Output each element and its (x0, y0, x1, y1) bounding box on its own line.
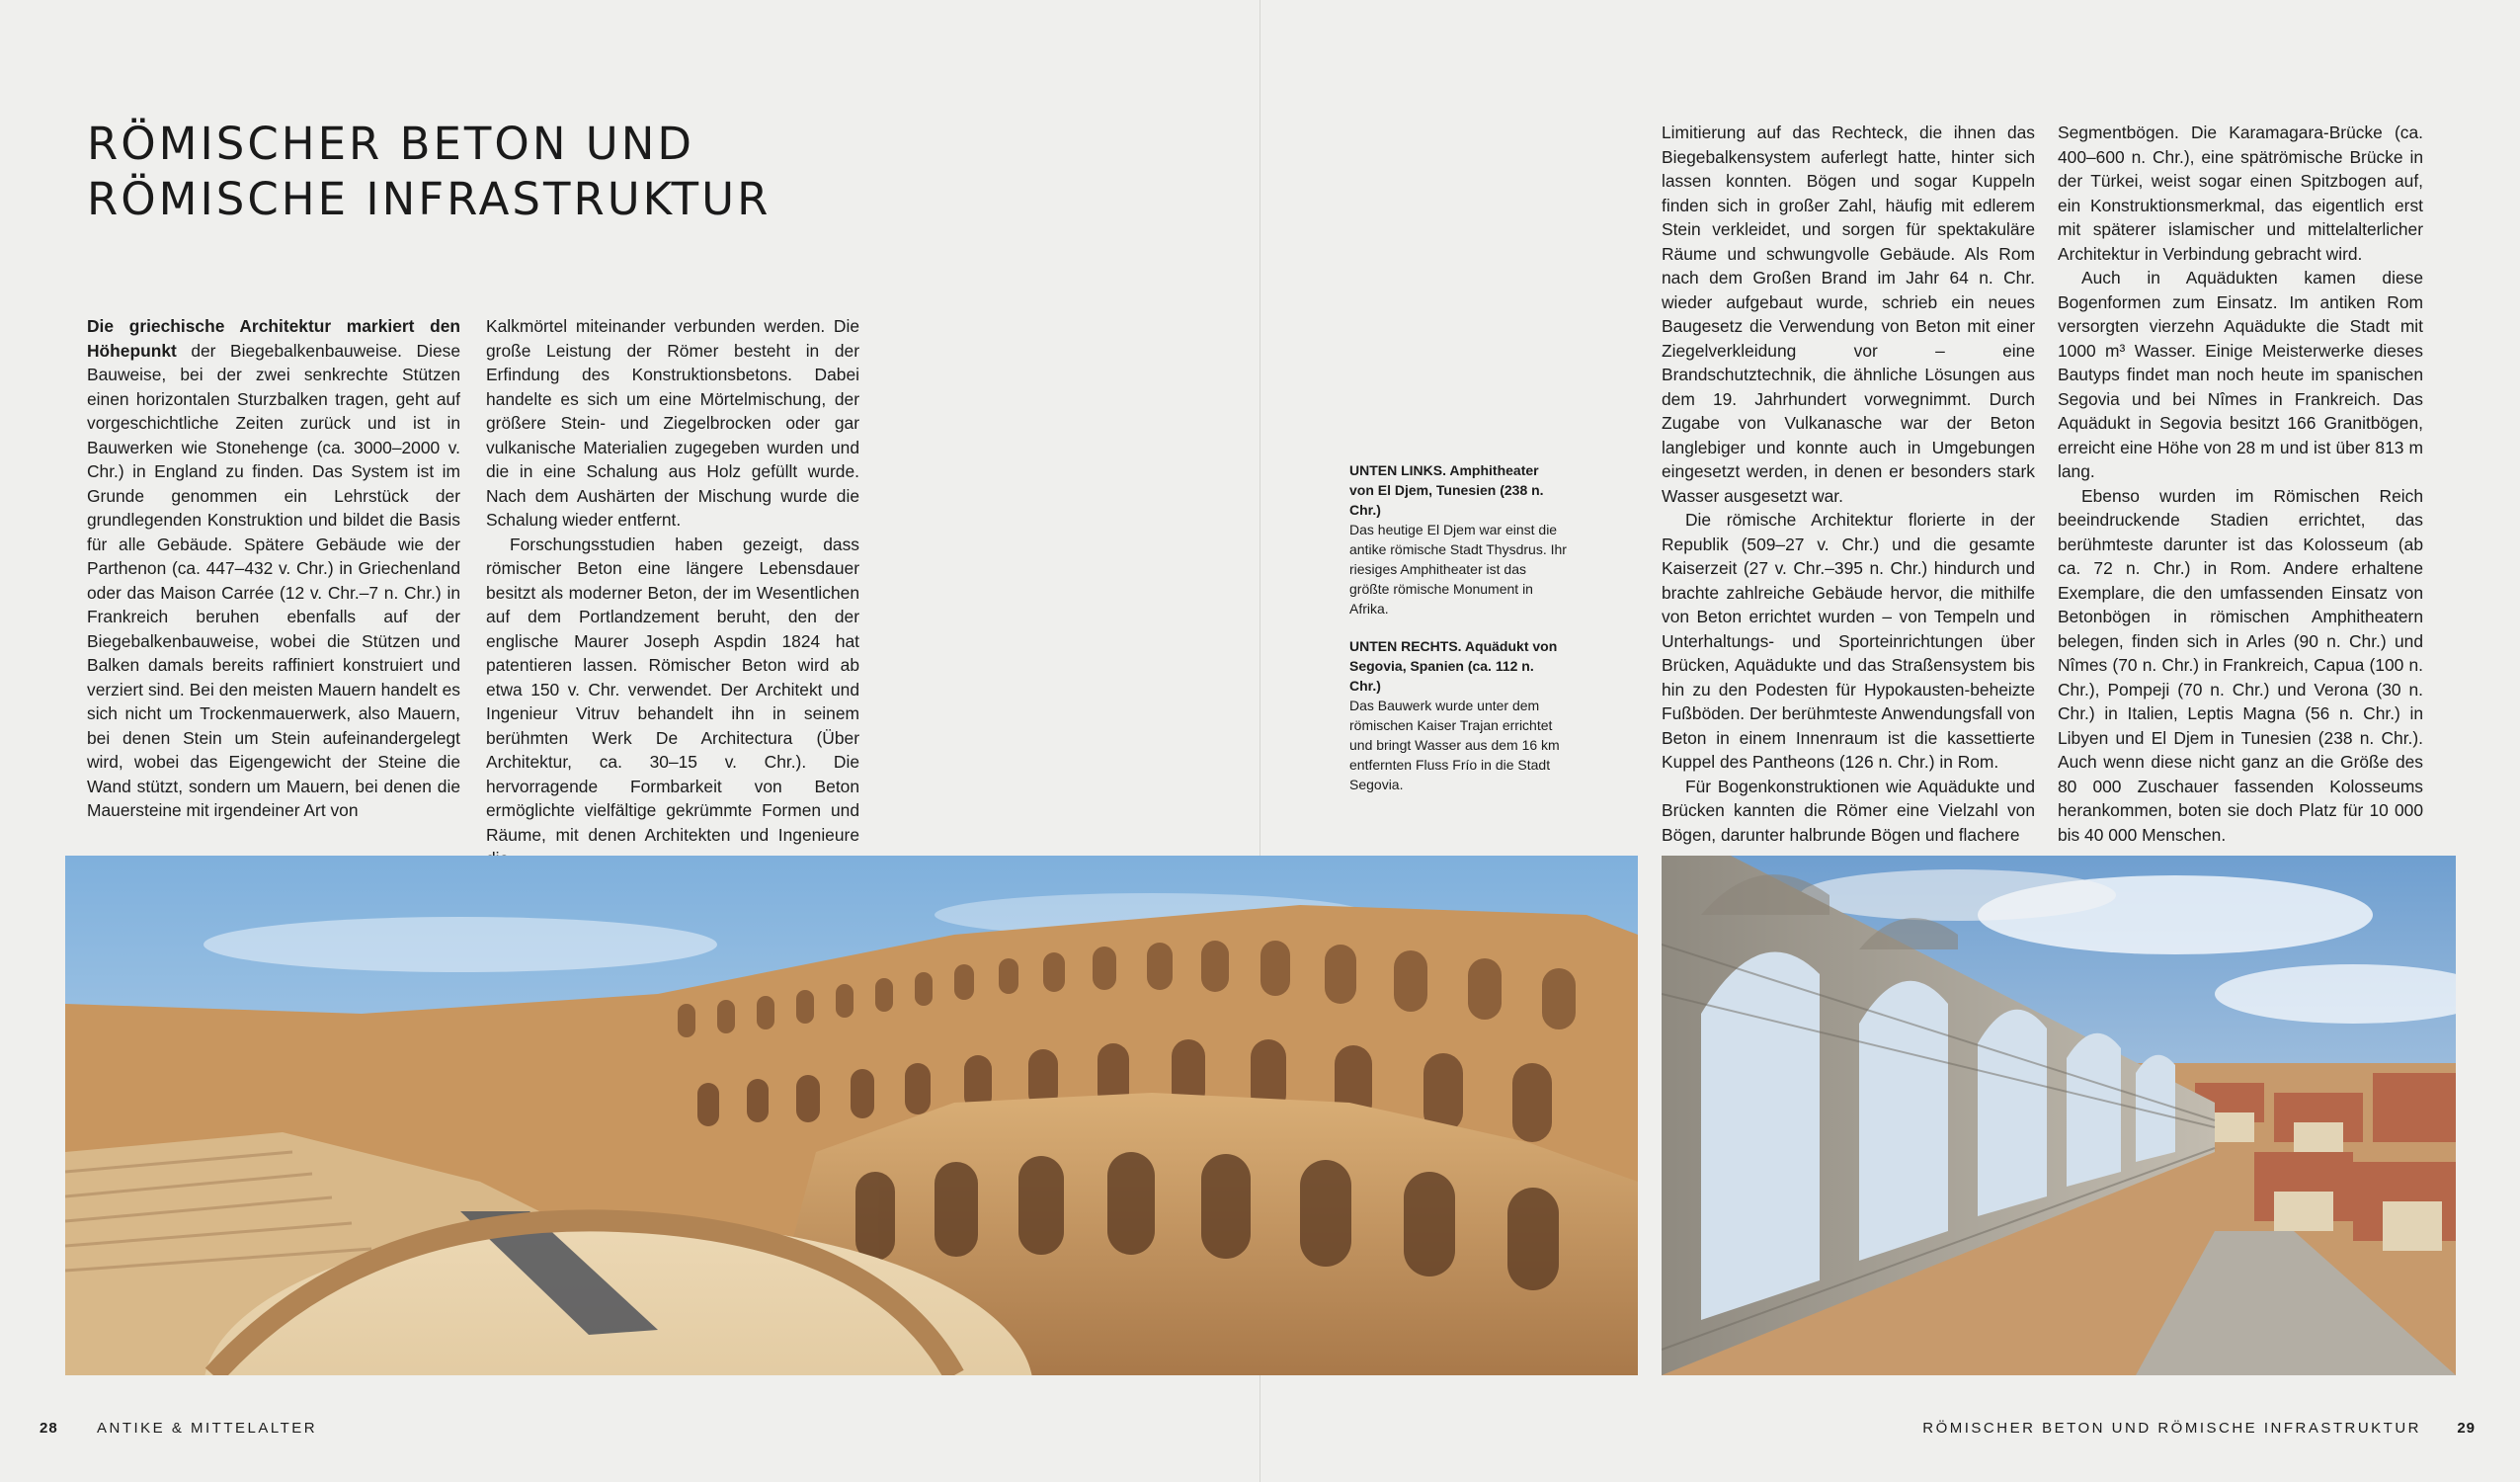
page-number-right: 29 (2457, 1420, 2476, 1437)
paragraph: Für Bogenkonstruktionen wie Aquädukte und Brücken kannten die Römer eine Vielzahl von Bögen, darunter halbrunde Bögen und flachere (1662, 776, 2035, 845)
text-column-2 (486, 314, 859, 871)
paragraph: Kalkmörtel miteinander verbunden werden. Die große Leistung der Römer besteht in der Erfindung des Konstruktionsbetons. Dabei handelte es sich um eine Mörtelmischung, der größere Stein- und Ziegelbrocken oder gar vulkanische Materialien zugegeben wurden und die in eine Schalung aus Holz gefüllt wurde. Nach dem Aushärten der Mischung wurde die Schalung wieder entfernt. (486, 316, 859, 530)
paragraph: Segmentbögen. Die Karamagara-Brücke (ca. 400–600 n. Chr.), eine spätrömische Brücke in der Türkei, weist sogar einen Spitzbogen auf, ein Konstruktionsmerkmal, das eigentlich erst mit späterer islamischer und mittelalterlicher Architektur in Verbindung gebracht wird. (2058, 123, 2423, 264)
caption-heading: UNTEN RECHTS. Aquädukt von Segovia, Spanien (ca. 112 n. Chr.) (1349, 638, 1558, 694)
caption-heading: UNTEN LINKS. Amphitheater von El Djem, Tunesien (238 n. Chr.) (1349, 462, 1544, 518)
lead-in: Die griechische Architektur markiert den Höhepunkt (87, 316, 460, 361)
paragraph: Limitierung auf das Rechteck, die ihnen das Biegebalkensystem auferlegt hatte, hinter sich lassen konnten. Bögen und sogar Kuppeln finden sich in großer Zahl, häufig mit edlerem Stein verkleidet, und sorgen für spektakuläre Räume und schwungvolle Gebäude. Als Rom nach dem Großen Brand im Jahr 64 n. Chr. wieder aufgebaut wurde, schrieb ein neues Baugesetz die Verwendung von Beton mit einer Ziegelverkleidung vor – eine Brandschutztechnik, die ähnliche Lösungen aus dem 19. Jahrhundert vorwegnimmt. Durch Zugabe von Vulkanasche war der Beton langlebiger und konnte auch in Umgebungen eingesetzt werden, in denen er besonders stark Wasser ausgesetzt war. (1662, 123, 2035, 506)
caption-right-photo (1349, 636, 1567, 794)
page-number-left: 28 (40, 1420, 58, 1437)
paragraph-text: der Biegebalkenbauweise. Diese Bauweise, bei der zwei senkrechte Stützen einen horizontalen Sturzbalken tragen, geht auf vorgeschichtliche Zeiten zurück und ist in Bauwerken wie Stonehenge (ca. 3000–2000 v. Chr.) in England zu finden. Das System ist im Grunde genommen ein Lehrstück der grundlegenden Konstruktion und bildet die Basis für alle Gebäude. Spätere Gebäude wie der Parthenon (ca. 447–432 v. Chr.) in Griechenland oder das Maison Carrée (12 v. Chr.–7 n. Chr.) in Frankreich beruhen ebenfalls auf der Biegebalkenbauweise, wobei die Stützen und Balken damals bereits raffiniert konstruiert und verziert sind. Bei den meisten Mauern handelt es sich nicht um Trockenmauerwerk, also Mauern, bei denen Stein um Stein aufeinandergelegt wird, wobei das Eigengewicht der Steine die Wand stützt, sondern um Mauern, bei denen die Mauersteine mit irgendeiner Art von (87, 340, 460, 820)
text-column-3 (1662, 121, 2035, 847)
paragraph: Auch in Aquädukten kamen diese Bogenformen zum Einsatz. Im antiken Rom versorgten vierzehn Aquädukte die Stadt mit 1000 m³ Wasser. Einige Meisterwerke dieses Bautyps findet man noch heute im spanischen Segovia und bei Nîmes in Frankreich. Das Aquädukt in Segovia besitzt 166 Granitbögen, erreicht eine Höhe von 28 m und ist über 813 m lang. (2058, 268, 2423, 481)
caption-body: Das Bauwerk wurde unter dem römischen Kaiser Trajan errichtet und bringt Wasser aus dem 16 km entfernten Fluss Frío in die Stadt Segovia. (1349, 698, 1560, 792)
paragraph (87, 314, 460, 823)
amphitheater-illustration (65, 856, 1638, 1375)
text-column-1 (87, 314, 460, 823)
title-line-1: RÖMISCHER BETON UND (87, 118, 695, 170)
paragraph: Forschungsstudien haben gezeigt, dass römischer Beton eine längere Lebensdauer besitzt als moderner Beton, der im Wesentlichen auf dem Portlandzement beruht, den der englische Maurer Joseph Aspdin 1824 hat patentieren lassen. Römischer Beton wird ab etwa 150 v. Chr. verwendet. Der Architekt und Ingenieur Vitruv behandelt ihn in seinem berühmten Werk De Architectura (Über Architektur, ca. 30–15 v. Chr.). Die hervorragende Formbarkeit von Beton ermöglichte vielfältige gekrümmte Formen und Räume, mit denen Architekten und Ingenieure (486, 534, 859, 845)
aqueduct-illustration (1662, 856, 2456, 1375)
photo-captions (1349, 460, 1567, 812)
caption-body: Das heutige El Djem war einst die antike römische Stadt Thysdrus. Ihr riesiges Amphitheater ist das größte römische Monument in Afrika. (1349, 522, 1567, 617)
title-line-2: RÖMISCHE INFRASTRUKTUR (87, 173, 772, 225)
text-column-4 (2058, 121, 2423, 847)
paragraph: Ebenso wurden im Römischen Reich beeindruckende Stadien errichtet, das berühmteste darunter ist das Kolosseum (ab ca. 72 n. Chr.) in Rom. Andere erhaltene Exemplare, die den umfassenden Einsatz von Betonbögen in römischen Amphitheatern belegen, finden sich in Arles (90 n. Chr.) und Nîmes (70 n. Chr.) in Frankreich, Capua (100 n. Chr.), Pompeji (70 n. Chr.) und Verona (30 n. Chr.) in Italien, Leptis Magna (56 n. Chr.) in Libyen und El Djem in Tunesien (238 n. Chr.). Auch wenn diese nicht ganz an die Größe des 80 000 Zuschauer fassenden Kolosseums herankommen, boten sie doch Platz für 10 000 bis 40 000 Menschen. (2058, 485, 2423, 845)
page-title (87, 117, 771, 227)
aqueduct-photo (1662, 856, 2456, 1375)
caption-left-photo (1349, 460, 1567, 618)
running-head-right: RÖMISCHER BETON UND RÖMISCHE INFRASTRUKTUR (1922, 1420, 2421, 1437)
running-head-left: ANTIKE & MITTELALTER (97, 1420, 318, 1437)
paragraph: Die römische Architektur florierte in der Republik (509–27 v. Chr.) und die gesamte Kaiserzeit (27 v. Chr.–395 n. Chr.) hindurch und brachte zahlreiche Gebäude hervor, die mithilfe von Beton errichtet wurden – von Tempeln und Unterhaltungs- und Sporteinrichtungen über Brücken, Aquädukte und das Straßensystem bis hin zu den Podesten für Hypokausten-beheizte Fußböden. Der berühmteste Anwendungsfall von Beton in einem Innenraum ist die kassettierte Kuppel des Pantheons (126 n. Chr.) in Rom. (1662, 510, 2035, 772)
amphitheater-photo (65, 856, 1638, 1375)
